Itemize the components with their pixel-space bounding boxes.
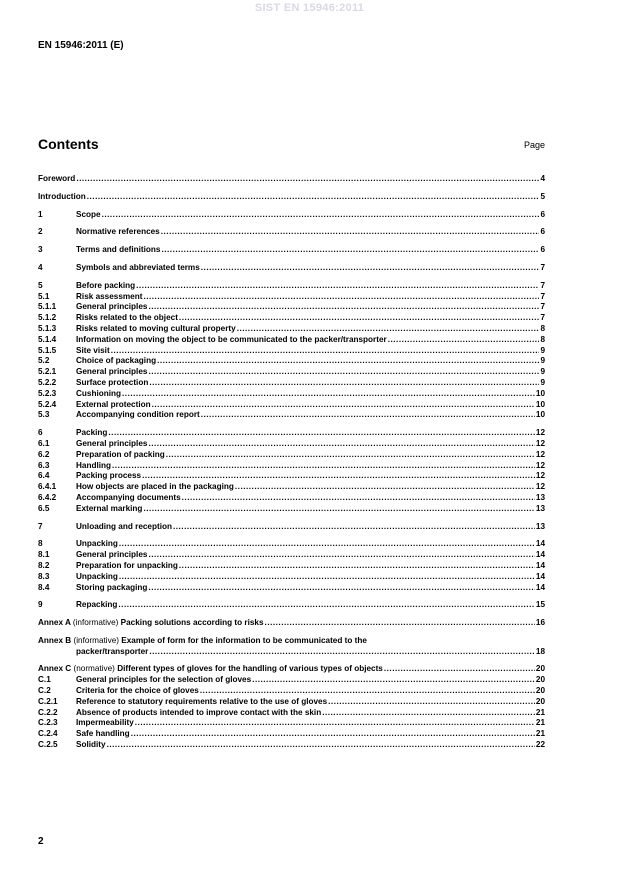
toc-entry-page: 6 — [540, 209, 545, 219]
toc-entry-title: Surface protection — [76, 377, 149, 387]
toc-entry-title: Packing process — [76, 471, 142, 481]
toc-entry-page: 6 — [540, 245, 545, 255]
toc-entry-annex-b[interactable] — [38, 636, 545, 658]
toc-entry-page: 20 — [535, 675, 545, 685]
toc-entry-title: Choice of packaging — [76, 356, 157, 366]
dot-leader — [136, 281, 539, 292]
toc-entry-6-2-preparation-of-packing[interactable] — [38, 450, 545, 461]
toc-entry-title: Solidity — [76, 740, 106, 750]
toc-group — [38, 210, 545, 221]
dot-leader — [148, 550, 534, 561]
annex-title: Example of form for the information to be communicated to the — [121, 635, 367, 645]
toc-entry-page: 12 — [535, 438, 545, 448]
dot-leader — [235, 482, 535, 493]
toc-entry-page: 14 — [535, 550, 545, 560]
toc-entry-page: 14 — [535, 582, 545, 592]
toc-entry-page: 20 — [535, 664, 545, 674]
toc-entry-4-symbols-and-abbreviated-terms[interactable] — [38, 263, 545, 274]
dot-leader — [102, 210, 540, 221]
watermark: SIST EN 15946:2011 — [254, 2, 365, 14]
toc-entry-number: 5.2.4 — [38, 399, 57, 409]
toc-entry-5-2-2-surface-protection[interactable] — [38, 378, 545, 389]
toc-entry-page: 21 — [535, 718, 545, 728]
dot-leader — [149, 378, 539, 389]
toc-entry-title: Unloading and reception — [76, 521, 172, 531]
dot-leader — [384, 664, 535, 675]
toc-entry-title: How objects are placed in the packaging — [76, 482, 234, 492]
toc-entry-number: C.2.2 — [38, 707, 58, 717]
toc-entry-page: 12 — [535, 449, 545, 459]
toc-entry-title: General principles — [76, 438, 148, 448]
toc-entry-2-normative-references[interactable] — [38, 227, 545, 238]
toc-entry-page: 9 — [540, 356, 545, 366]
toc-entry-title: Before packing — [76, 280, 136, 290]
page-title: Contents — [38, 136, 99, 152]
toc-entry-number: 6.4.1 — [38, 482, 57, 492]
toc-entry-title: Symbols and abbreviated terms — [76, 262, 200, 272]
toc-entry-page: 13 — [535, 521, 545, 531]
toc-entry-title: Safe handling — [76, 729, 130, 739]
toc-entry-title: Accompanying condition report — [76, 410, 200, 420]
dot-leader — [265, 618, 535, 629]
toc-group — [38, 227, 545, 238]
dot-leader — [328, 697, 535, 708]
toc-entry-title: Information on moving the object to be communicated to the packer/transporter — [76, 334, 387, 344]
toc-group — [38, 664, 545, 750]
toc-entry-5-2-1-general-principles[interactable] — [38, 367, 545, 378]
toc-entry-number: 5.1.5 — [38, 345, 57, 355]
toc-entry-number: 8.3 — [38, 571, 50, 581]
toc-entry-number: 5.1 — [38, 291, 50, 301]
dot-leader — [179, 313, 540, 324]
toc-entry-page: 8 — [540, 323, 545, 333]
toc-group — [38, 636, 545, 658]
annex-label: Annex A — [38, 618, 71, 628]
annex-title: Packing solutions according to risks — [120, 618, 264, 628]
toc-entry-page: 7 — [540, 313, 545, 323]
toc-entry-title: Preparation of packing — [76, 449, 165, 459]
toc-entry-page: 20 — [535, 686, 545, 696]
dot-leader — [118, 600, 534, 611]
toc-entry-title: External protection — [76, 399, 151, 409]
toc-entry-number: C.2.4 — [38, 729, 58, 739]
dot-leader — [143, 292, 539, 303]
toc-entry-title: Terms and definitions — [76, 245, 161, 255]
dot-leader — [135, 718, 535, 729]
toc-group — [38, 174, 545, 185]
toc-entry-number: C.2.1 — [38, 696, 58, 706]
toc-entry-5-2-4-external-protection[interactable] — [38, 400, 545, 411]
toc-group — [38, 600, 545, 611]
dot-leader — [182, 493, 535, 504]
document-reference: EN 15946:2011 (E) — [38, 40, 124, 51]
toc-entry-title: Reference to statutory requirements relative to the use of gloves — [76, 696, 328, 706]
dot-leader — [201, 410, 535, 421]
toc-entry-5-1-2-risks-related-to-the-object[interactable] — [38, 313, 545, 324]
toc-entry-number: 3 — [38, 245, 43, 255]
toc-entry-title: General principles — [76, 550, 148, 560]
toc-entry-5-1-1-general-principles[interactable] — [38, 302, 545, 313]
annex-label: Annex C — [38, 664, 72, 674]
toc-entry-page: 13 — [535, 492, 545, 502]
annex-kind: (normative) — [73, 664, 115, 674]
toc-entry-introduction[interactable] — [38, 192, 545, 203]
toc-entry-9-repacking[interactable] — [38, 600, 545, 611]
dot-leader — [107, 740, 535, 751]
toc-entry-page: 18 — [535, 646, 545, 656]
toc-entry-c-1-general-principles-for-the-selection-of-gloves[interactable] — [38, 675, 545, 686]
toc-entry-page: 14 — [535, 539, 545, 549]
toc-entry-number: 5.2.3 — [38, 388, 57, 398]
toc-group — [38, 539, 545, 593]
toc-entry-number: 8.1 — [38, 550, 50, 560]
toc-entry-page: 10 — [535, 399, 545, 409]
toc-entry-title — [38, 664, 383, 675]
dot-leader — [119, 572, 535, 583]
dot-leader — [179, 561, 535, 572]
toc-entry-number: C.2.3 — [38, 718, 58, 728]
toc-entry-title — [38, 636, 545, 647]
toc-group — [38, 522, 545, 533]
toc-entry-page: 14 — [535, 571, 545, 581]
toc-entry-5-2-3-cushioning[interactable] — [38, 389, 545, 400]
toc-entry-title: Criteria for the choice of gloves — [76, 686, 199, 696]
toc-entry-title: Risks related to moving cultural property — [76, 323, 236, 333]
dot-leader — [148, 367, 539, 378]
toc-entry-8-1-general-principles[interactable] — [38, 550, 545, 561]
toc-entry-5-3-accompanying-condition-report[interactable] — [38, 410, 545, 421]
toc-entry-5-1-4-information-on-moving-the-object-to-be-communicated-to-the-packer-transporter[interactable] — [38, 335, 545, 346]
toc-entry-5-2-choice-of-packaging[interactable] — [38, 356, 545, 367]
page-number: 2 — [38, 836, 44, 847]
toc-entry-page: 4 — [540, 174, 545, 183]
toc-entry-page: 21 — [535, 729, 545, 739]
toc-entry-number: 5.3 — [38, 410, 50, 420]
toc-entry-page: 12 — [535, 460, 545, 470]
toc-entry-number: 2 — [38, 227, 43, 237]
toc-entry-number: 7 — [38, 521, 43, 531]
dot-leader — [173, 522, 535, 533]
toc-entry-number: 6.2 — [38, 449, 50, 459]
toc-entry-title: Unpacking — [76, 539, 118, 549]
toc-entry-title: Preparation for unpacking — [76, 560, 178, 570]
toc-entry-number: 8 — [38, 539, 43, 549]
table-of-contents — [38, 174, 545, 758]
toc-entry-number: 5.2 — [38, 356, 50, 366]
dot-leader — [108, 428, 534, 439]
toc-entry-page: 7 — [540, 291, 545, 301]
dot-leader — [119, 539, 535, 550]
toc-entry-title: Storing packaging — [76, 582, 148, 592]
toc-entry-c-2-2-absence-of-products-intended-to-improve-contact-with-the-skin[interactable] — [38, 708, 545, 719]
toc-entry-number: C.2 — [38, 686, 51, 696]
toc-entry-page: 6 — [540, 227, 545, 237]
toc-entry-6-3-handling[interactable] — [38, 461, 545, 472]
toc-entry-title: External marking — [76, 503, 143, 513]
dot-leader — [161, 227, 540, 238]
toc-entry-6-packing[interactable] — [38, 428, 545, 439]
dot-leader — [149, 647, 535, 658]
toc-entry-8-2-preparation-for-unpacking[interactable] — [38, 561, 545, 572]
toc-entry-page: 15 — [535, 600, 545, 610]
dot-leader — [148, 439, 534, 450]
toc-entry-page: 7 — [540, 262, 545, 272]
toc-entry-page: 22 — [535, 740, 545, 750]
toc-entry-number: 1 — [38, 209, 43, 219]
toc-entry-c-2-5-solidity[interactable] — [38, 740, 545, 751]
dot-leader — [143, 504, 534, 515]
toc-entry-page: 20 — [535, 696, 545, 706]
toc-entry-number: 5.1.3 — [38, 323, 57, 333]
page-column-label: Page — [523, 140, 545, 150]
dot-leader — [122, 389, 535, 400]
toc-entry-page: 9 — [540, 345, 545, 355]
toc-entry-c-2-3-impermeability[interactable] — [38, 718, 545, 729]
toc-entry-title: Packing — [76, 428, 108, 438]
dot-leader — [112, 461, 535, 472]
toc-entry-5-before-packing[interactable] — [38, 281, 545, 292]
toc-entry-number: 4 — [38, 262, 43, 272]
dot-leader — [388, 335, 540, 346]
toc-entry-number: 6.3 — [38, 460, 50, 470]
toc-entry-page: 7 — [540, 302, 545, 312]
toc-entry-title: General principles — [76, 367, 148, 377]
toc-entry-title: General principles for the selection of gloves — [76, 675, 252, 685]
toc-entry-number: 6.5 — [38, 503, 50, 513]
toc-entry-foreword[interactable] — [38, 174, 545, 185]
toc-entry-page: 16 — [535, 618, 545, 628]
dot-leader — [111, 346, 540, 357]
toc-entry-1-scope[interactable] — [38, 210, 545, 221]
toc-entry-number: 6.1 — [38, 438, 50, 448]
annex-kind: (informative) — [72, 618, 119, 628]
toc-entry-8-4-storing-packaging[interactable] — [38, 583, 545, 594]
dot-leader — [131, 729, 535, 740]
toc-entry-title: Accompanying documents — [76, 492, 181, 502]
toc-entry-7-unloading-and-reception[interactable] — [38, 522, 545, 533]
toc-entry-title: Site visit — [76, 345, 110, 355]
toc-entry-6-4-2-accompanying-documents[interactable] — [38, 493, 545, 504]
toc-entry-number: 9 — [38, 600, 43, 610]
dot-leader — [201, 263, 540, 274]
dot-leader — [148, 302, 539, 313]
dot-leader — [157, 356, 539, 367]
toc-entry-title: Handling — [76, 460, 112, 470]
toc-entry-number: 5 — [38, 280, 43, 290]
toc-entry-number: 5.2.2 — [38, 377, 57, 387]
toc-group — [38, 618, 545, 629]
toc-entry-page: 12 — [535, 471, 545, 481]
toc-entry-c-2-criteria-for-the-choice-of-gloves[interactable] — [38, 686, 545, 697]
toc-entry-6-4-packing-process[interactable] — [38, 471, 545, 482]
toc-entry-page: 10 — [535, 388, 545, 398]
toc-entry-title: Risks related to the object — [76, 313, 178, 323]
toc-entry-number: 6.4.2 — [38, 492, 57, 502]
toc-entry-page: 9 — [540, 377, 545, 387]
toc-entry-annex-a[interactable] — [38, 618, 545, 629]
toc-entry-page: 21 — [535, 707, 545, 717]
toc-entry-page: 12 — [535, 428, 545, 438]
dot-leader — [76, 174, 539, 185]
dot-leader — [200, 686, 535, 697]
toc-entry-number: 5.1.2 — [38, 313, 57, 323]
toc-group — [38, 281, 545, 421]
toc-entry-page: 9 — [540, 367, 545, 377]
toc-entry-title: Unpacking — [76, 571, 118, 581]
toc-entry-title: Introduction — [38, 191, 86, 201]
toc-entry-number: 5.2.1 — [38, 367, 57, 377]
toc-entry-page: 10 — [535, 410, 545, 420]
toc-group — [38, 428, 545, 514]
toc-entry-5-1-risk-assessment[interactable] — [38, 292, 545, 303]
toc-entry-8-unpacking[interactable] — [38, 539, 545, 550]
toc-entry-title: Repacking — [76, 600, 118, 610]
toc-entry-annex-c[interactable] — [38, 664, 545, 675]
dot-leader — [161, 245, 539, 256]
toc-group — [38, 245, 545, 256]
toc-entry-title: Normative references — [76, 227, 160, 237]
dot-leader — [237, 324, 540, 335]
toc-entry-title: Risk assessment — [76, 291, 143, 301]
toc-entry-number: 5.1.4 — [38, 334, 57, 344]
annex-kind: (informative) — [73, 635, 119, 645]
toc-entry-6-5-external-marking[interactable] — [38, 504, 545, 515]
dot-leader — [322, 708, 535, 719]
dot-leader — [166, 450, 535, 461]
toc-entry-title: Scope — [76, 209, 101, 219]
toc-entry-number: C.1 — [38, 675, 51, 685]
toc-entry-6-1-general-principles[interactable] — [38, 439, 545, 450]
toc-entry-number: 6.4 — [38, 471, 50, 481]
toc-entry-page: 12 — [535, 482, 545, 492]
toc-entry-number: 8.4 — [38, 582, 50, 592]
toc-group — [38, 192, 545, 203]
annex-title-continued: packer/transporter — [76, 646, 149, 656]
toc-entry-8-3-unpacking[interactable] — [38, 572, 545, 583]
toc-entry-page: 14 — [535, 560, 545, 570]
toc-entry-title: Cushioning — [76, 388, 122, 398]
toc-entry-number: C.2.5 — [38, 740, 58, 750]
toc-entry-5-1-3-risks-related-to-moving-cultural-property[interactable] — [38, 324, 545, 335]
toc-entry-number: 5.1.1 — [38, 302, 57, 312]
annex-title: Different types of gloves for the handling of various types of objects — [117, 664, 383, 674]
toc-entry-number: 8.2 — [38, 560, 50, 570]
toc-entry-title: General principles — [76, 302, 148, 312]
toc-entry-3-terms-and-definitions[interactable] — [38, 245, 545, 256]
toc-entry-number: 6 — [38, 428, 43, 438]
toc-entry-page: 13 — [535, 503, 545, 513]
toc-entry-5-1-5-site-visit[interactable] — [38, 346, 545, 357]
toc-entry-title: Impermeability — [76, 718, 134, 728]
toc-entry-c-2-1-reference-to-statutory-requirements-relative-to-the-use-of-gloves[interactable] — [38, 697, 545, 708]
dot-leader — [148, 583, 534, 594]
toc-entry-title: Absence of products intended to improve contact with the skin — [76, 707, 322, 717]
toc-entry-page: 8 — [540, 334, 545, 344]
toc-entry-title — [38, 618, 264, 629]
toc-entry-6-4-1-how-objects-are-placed-in-the-packaging[interactable] — [38, 482, 545, 493]
dot-leader — [87, 192, 540, 203]
toc-entry-c-2-4-safe-handling[interactable] — [38, 729, 545, 740]
dot-leader — [152, 400, 535, 411]
toc-group — [38, 263, 545, 274]
toc-entry-title: Foreword — [38, 174, 76, 183]
dot-leader — [142, 471, 535, 482]
toc-entry-page: 5 — [540, 191, 545, 201]
dot-leader — [252, 675, 535, 686]
toc-entry-page: 7 — [540, 280, 545, 290]
annex-label: Annex B — [38, 635, 72, 645]
